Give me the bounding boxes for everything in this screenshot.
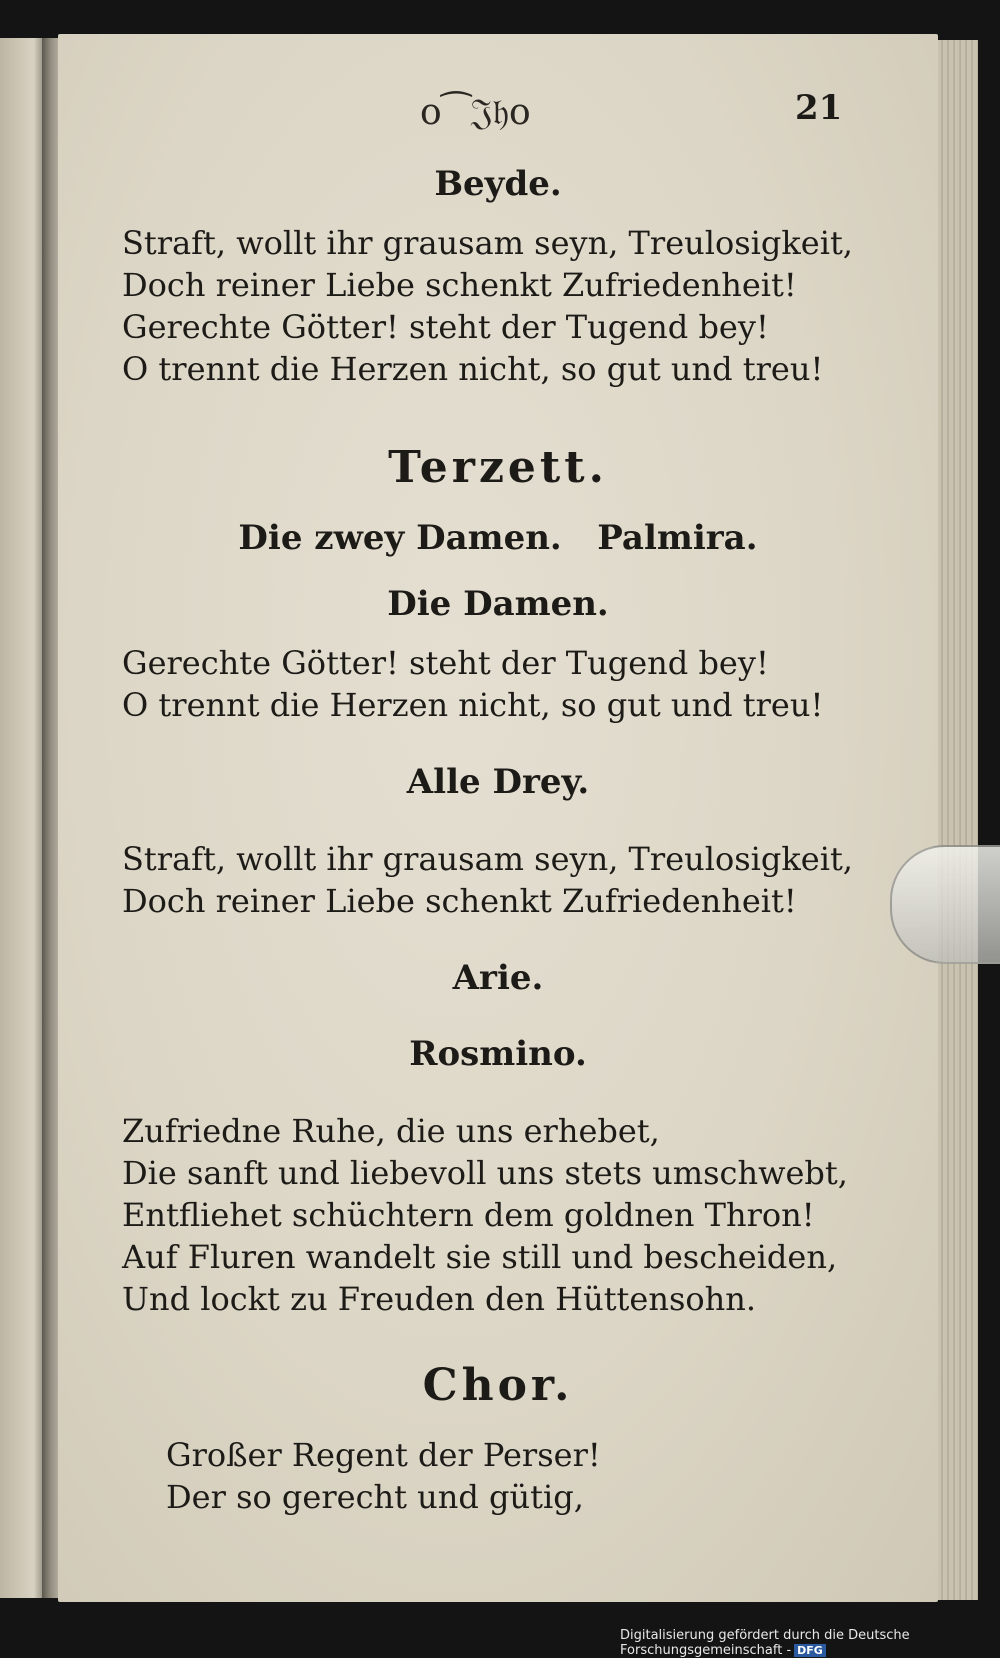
verse-line: Der so gerecht und gütig, [166, 1478, 584, 1516]
verse-line: Und lockt zu Freuden den Hüttensohn. [122, 1280, 757, 1318]
page-stack-edges [938, 40, 978, 1600]
verse-line: Straft, wollt ihr grausam seyn, Treulosigkeit, [122, 840, 853, 878]
verse-line: O trennt die Herzen nicht, so gut und treu! [122, 350, 824, 388]
dfg-logo: DFG [794, 1644, 826, 1657]
header-ornament: o⁀𝔍𝔥o [420, 92, 531, 133]
verse-line: Zufriedne Ruhe, die uns erhebet, [122, 1112, 660, 1150]
verse-line: O trennt die Herzen nicht, so gut und treu! [122, 686, 824, 724]
heading-alle-drey: Alle Drey. [406, 762, 590, 802]
subheading-terzett: Die zwey Damen. Palmira. [238, 518, 758, 558]
heading-terzett: Terzett. [388, 442, 608, 493]
verse-line: Straft, wollt ihr grausam seyn, Treulosigkeit, [122, 224, 853, 262]
verse-line: Großer Regent der Perser! [166, 1436, 601, 1474]
verse-line: Gerechte Götter! steht der Tugend bey! [122, 308, 769, 346]
credit-text: Digitalisierung gefördert durch die Deutsche Forschungsgemeinschaft - [620, 1628, 910, 1658]
verse-line: Die sanft und liebevoll uns stets umschwebt, [122, 1154, 848, 1192]
verse-chor [166, 1434, 601, 1518]
clip-tab [890, 845, 1000, 964]
verse-beyde [122, 222, 853, 390]
heading-chor: Chor. [422, 1360, 574, 1411]
verse-line: Entfliehet schüchtern dem goldnen Thron! [122, 1196, 815, 1234]
heading-arie: Arie. [452, 958, 544, 998]
page-number: 21 [795, 88, 843, 128]
verse-line: Auf Fluren wandelt sie still und bescheiden, [122, 1238, 838, 1276]
left-page-edge [0, 38, 48, 1598]
verse-arie [122, 1110, 848, 1320]
subheading-rosmino: Rosmino. [409, 1034, 587, 1074]
verse-damen [122, 642, 823, 726]
digitization-credit [620, 1628, 1000, 1658]
heading-beyde: Beyde. [434, 164, 562, 204]
verse-line: Doch reiner Liebe schenkt Zufriedenheit! [122, 882, 797, 920]
verse-alle-drey [122, 838, 853, 922]
heading-damen: Die Damen. [387, 584, 609, 624]
verse-line: Doch reiner Liebe schenkt Zufriedenheit! [122, 266, 797, 304]
verse-line: Gerechte Götter! steht der Tugend bey! [122, 644, 769, 682]
